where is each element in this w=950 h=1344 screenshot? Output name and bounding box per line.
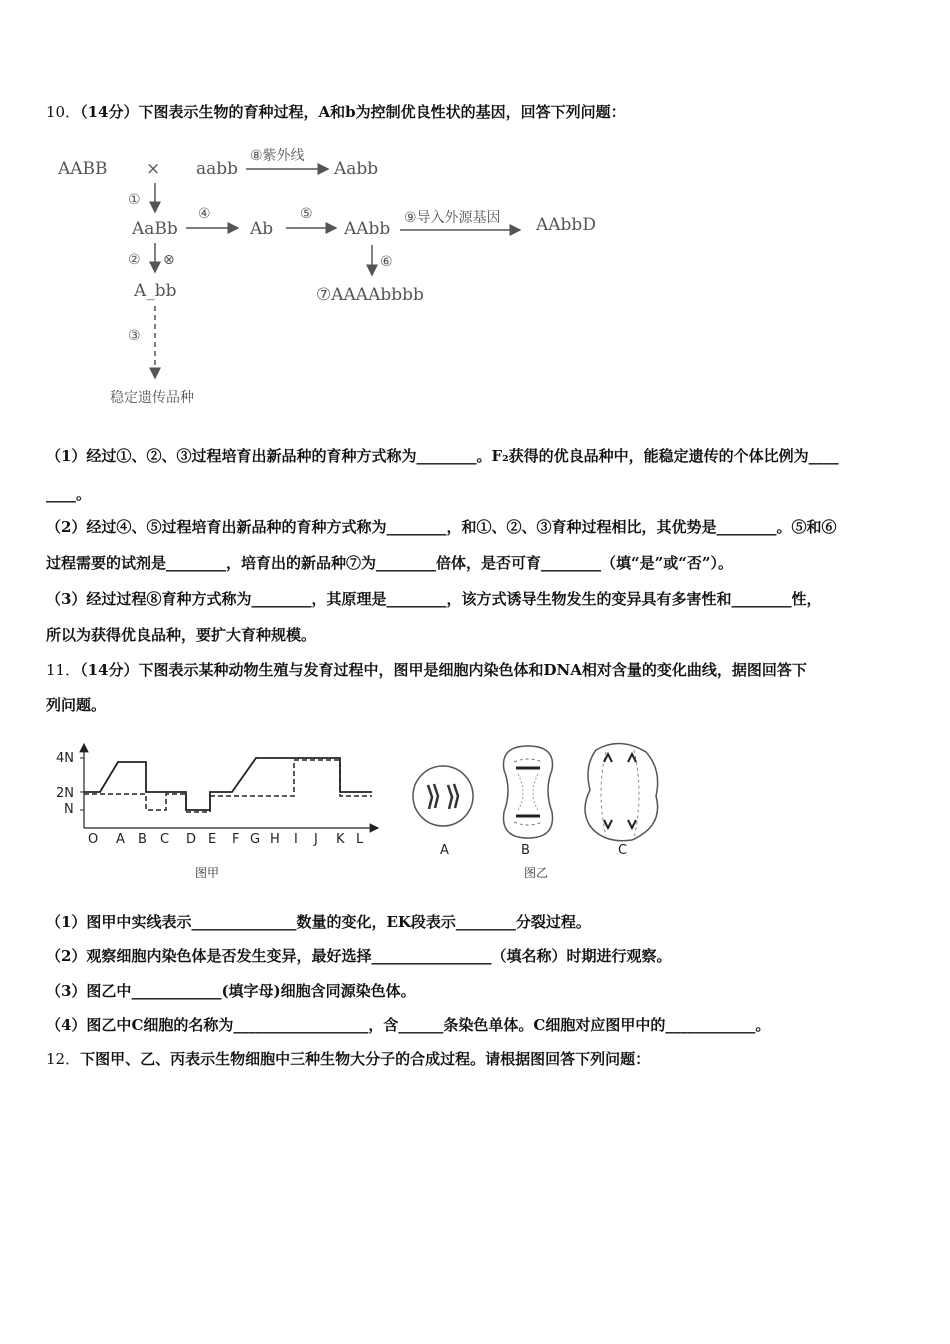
q10-sub1-cont: ____。 (46, 485, 92, 503)
step9-label: ⑨导入外源基因 (404, 210, 501, 226)
q10-sub3-cont: 所以为获得优良品种，要扩大育种规模。 (46, 626, 317, 644)
x-label-h: H (270, 832, 280, 847)
stable-variety-label: 稳定遗传品种 (110, 390, 194, 406)
x-axis-labels (116, 832, 364, 847)
q10-sub3: （3）经过过程⑧育种方式称为________，其原理是________，该方式诱导生物发生的变异具有多害性和________性， (46, 590, 822, 608)
breeding-diagram (0, 0, 950, 420)
cross-symbol: × (146, 159, 161, 179)
selfing-symbol: ⊗ (163, 252, 175, 268)
x-label-b: B (138, 832, 147, 847)
dashed-curve (84, 760, 372, 812)
y-label-n: N (64, 802, 74, 817)
x-label-j: J (314, 832, 318, 847)
figure-jia (0, 730, 950, 890)
cell-c-label: C (618, 843, 628, 858)
q10-sub2-cont: 过程需要的试剂是________，培育出的新品种⑦为________倍体，是否可育________（填“是”或“否”）。 (46, 554, 734, 572)
x-label-k: K (336, 832, 345, 847)
q11-header-cont: 列问题。 (46, 696, 107, 714)
figure-jia-caption: 图甲 (195, 866, 220, 880)
cell-a (413, 766, 473, 826)
x-label-i: I (294, 832, 298, 847)
step3-label: ③ (128, 328, 141, 344)
q11-sub1: （1）图甲中实线表示______________数量的变化，EK段表示________分裂过程。 (46, 913, 591, 931)
genotype-haploid: Ab (250, 219, 274, 239)
step8-label: ⑧紫外线 (250, 148, 305, 164)
origin-label: O (88, 832, 99, 847)
step4-label: ④ (198, 206, 211, 222)
q10-sub1: （1）经过①、②、③过程培育出新品种的育种方式称为________。F₂获得的优良品种中，能稳定遗传的个体比例为____ (46, 447, 839, 465)
x-label-g: G (250, 832, 261, 847)
genotype-transgenic: AAbbD (536, 215, 596, 235)
solid-curve (84, 758, 372, 810)
genotype-aabb-parent: AABB (58, 159, 108, 179)
x-label-e: E (208, 832, 217, 847)
genotype-doubled: AAbb (344, 219, 391, 239)
genotype-tetraploid: ⑦AAAAbbbb (316, 285, 424, 305)
x-label-d: D (186, 832, 197, 847)
q11-header-text: （14分）下图表示某种动物生殖与发育过程中，图甲是细胞内染色体和DNA相对含量的变化曲线，据图回答下 (80, 661, 807, 679)
step1-label: ① (128, 192, 141, 208)
q10-header-text: （14分）下图表示生物的育种过程，A和b为控制优良性状的基因，回答下列问题： (80, 103, 626, 121)
q11-sub2: （2）观察细胞内染色体是否发生变异，最好选择________________（填名称）时期进行观察。 (46, 947, 672, 965)
cell-a-label: A (440, 843, 449, 858)
x-label-l: L (356, 832, 364, 847)
genotype-aabb-lower: aabb (196, 159, 239, 179)
q11-number: 11． (46, 661, 81, 679)
cell-b (504, 746, 553, 838)
step5-label: ⑤ (300, 206, 313, 222)
q12-header (46, 1049, 650, 1069)
x-label-c: C (160, 832, 170, 847)
q11-header (46, 660, 807, 680)
step6-label: ⑥ (380, 254, 393, 270)
y-label-2n: 2N (56, 786, 74, 801)
q11-sub4: （4）图乙中C细胞的名称为__________________，含______条染色单体。C细胞对应图甲中的____________。 (46, 1016, 771, 1034)
cell-c (585, 743, 658, 840)
x-label-a: A (116, 832, 125, 847)
q12-text: 下图甲、乙、丙表示生物细胞中三种生物大分子的合成过程。请根据图回答下列问题： (80, 1050, 651, 1068)
q10-number: 10． (46, 103, 81, 121)
genotype-aabb-result: Aabb (334, 159, 379, 179)
step2-label: ② (128, 252, 141, 268)
y-label-4n: 4N (56, 751, 74, 766)
q10-sub2: （2）经过④、⑤过程培育出新品种的育种方式称为________，和①、②、③育种过程相比，其优势是________。⑤和⑥ (46, 518, 837, 536)
x-label-f: F (232, 832, 240, 847)
q11-sub3: （3）图乙中____________(填字母)细胞含同源染色体。 (46, 982, 416, 1000)
cell-b-label: B (521, 843, 530, 858)
genotype-f1: AaBb (132, 219, 178, 239)
genotype-f2: A_bb (134, 281, 177, 301)
figure-yi-caption: 图乙 (524, 866, 549, 880)
q12-number: 12． (46, 1050, 81, 1068)
